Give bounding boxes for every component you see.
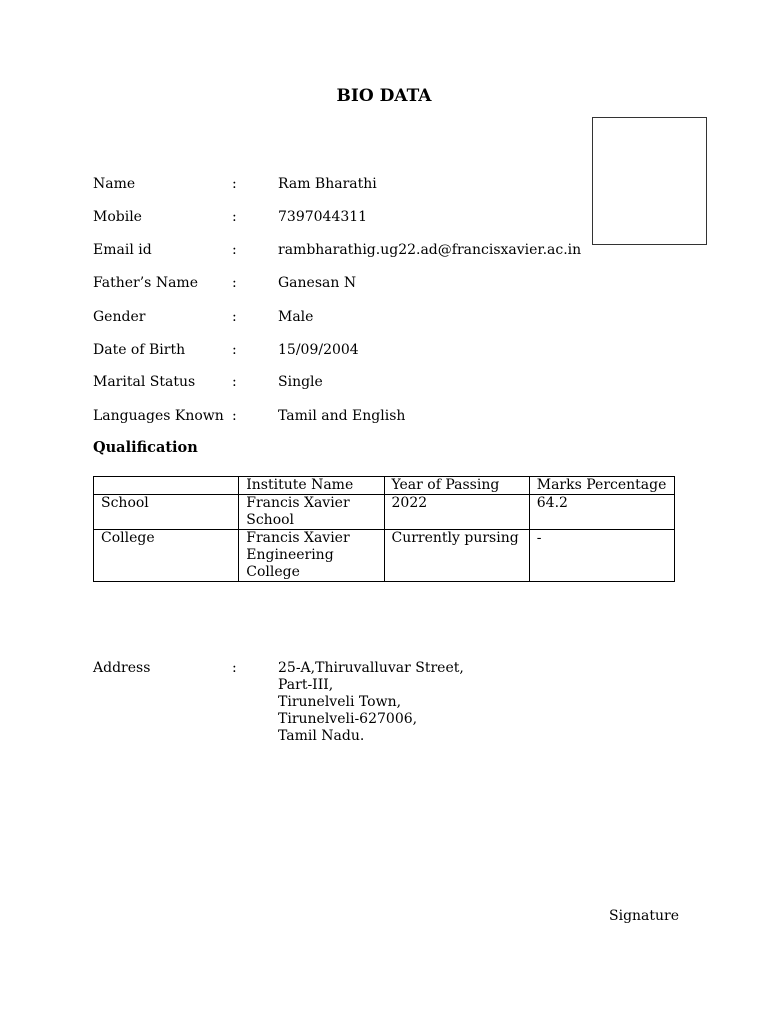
- signature-label: Signature: [609, 908, 680, 924]
- institute-line: College: [246, 564, 300, 580]
- qualification-table: [93, 476, 675, 582]
- table-cell-level: College: [94, 530, 239, 582]
- table-cell-institute: [239, 530, 384, 582]
- field-separator: :: [232, 342, 237, 358]
- photo-placeholder: [592, 117, 707, 245]
- table-header-cell: [94, 477, 239, 495]
- address-label: Address: [93, 660, 151, 676]
- field-value: 15/09/2004: [278, 342, 359, 358]
- field-separator: :: [232, 408, 237, 424]
- table-header-cell: Year of Passing: [384, 477, 529, 495]
- qualification-heading: Qualification: [93, 439, 198, 456]
- institute-line: Engineering: [246, 547, 334, 563]
- field-label: Mobile: [93, 209, 142, 225]
- field-value: Ganesan N: [278, 275, 357, 291]
- field-value: rambharathig.ug22.ad@francisxavier.ac.in: [278, 242, 582, 258]
- table-cell-marks: -: [529, 530, 674, 582]
- address-line: Tamil Nadu.: [278, 728, 365, 744]
- address-line: 25-A,Thiruvalluvar Street,: [278, 660, 464, 676]
- table-row: [94, 495, 675, 530]
- table-header-cell: Institute Name: [239, 477, 384, 495]
- field-label: Father’s Name: [93, 275, 198, 291]
- field-value: 7397044311: [278, 209, 368, 225]
- field-separator: :: [232, 242, 237, 258]
- field-label: Languages Known: [93, 408, 224, 424]
- institute-line: Francis Xavier: [246, 530, 350, 546]
- field-label: Date of Birth: [93, 342, 186, 358]
- table-header-cell: Marks Percentage: [529, 477, 674, 495]
- field-separator: :: [232, 374, 237, 390]
- field-separator: :: [232, 176, 237, 192]
- address-line: Tirunelveli Town,: [278, 694, 402, 710]
- institute-line: School: [246, 512, 295, 528]
- table-row: [94, 530, 675, 582]
- field-label: Name: [93, 176, 136, 192]
- field-value: Single: [278, 374, 323, 390]
- field-separator: :: [232, 309, 237, 325]
- table-cell-marks: 64.2: [529, 495, 674, 530]
- field-value: Ram Bharathi: [278, 176, 377, 192]
- table-cell-level: School: [94, 495, 239, 530]
- address-lines: [278, 660, 464, 745]
- institute-line: Francis Xavier: [246, 495, 350, 511]
- field-value: Tamil and English: [278, 408, 406, 424]
- table-cell-institute: [239, 495, 384, 530]
- field-label: Gender: [93, 309, 146, 325]
- table-cell-year: Currently pursing: [384, 530, 529, 582]
- table-header-row: [94, 477, 675, 495]
- field-separator: :: [232, 660, 237, 676]
- field-separator: :: [232, 275, 237, 291]
- field-separator: :: [232, 209, 237, 225]
- field-label: Email id: [93, 242, 152, 258]
- field-value: Male: [278, 309, 314, 325]
- table-cell-year: 2022: [384, 495, 529, 530]
- page-title: BIO DATA: [336, 86, 432, 106]
- address-line: Part-III,: [278, 677, 334, 693]
- field-label: Marital Status: [93, 374, 196, 390]
- address-line: Tirunelveli-627006,: [278, 711, 418, 727]
